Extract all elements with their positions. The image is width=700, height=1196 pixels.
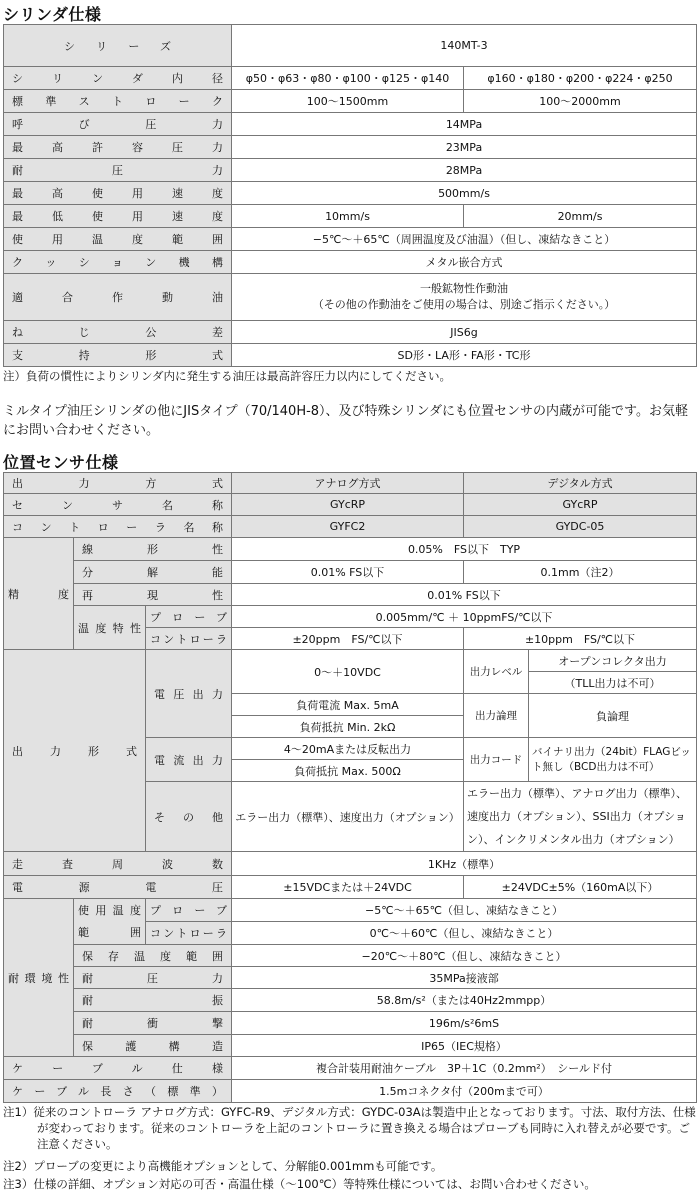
cell: 1KHz（標準） bbox=[232, 852, 697, 876]
table-row bbox=[4, 274, 697, 321]
table-row bbox=[4, 876, 697, 899]
row-label: 耐圧力 bbox=[4, 159, 232, 182]
row-label: 分解能 bbox=[74, 561, 232, 584]
table-row bbox=[4, 321, 697, 344]
row-label: 最低使用速度 bbox=[4, 205, 232, 228]
cell: 負論理 bbox=[529, 694, 697, 738]
cell: 0℃〜＋60℃（但し、凍結なきこと） bbox=[232, 922, 697, 945]
row-label: 電流出力 bbox=[146, 738, 232, 782]
row-label: 出力論理 bbox=[464, 694, 529, 738]
row-label: 最高許容圧力 bbox=[4, 136, 232, 159]
label-line: 範囲 bbox=[78, 925, 141, 939]
cell: 0〜＋10VDC bbox=[232, 650, 464, 694]
cell: バイナリ出力（24bit）FLAGビット無し（BCD出力は不可） bbox=[529, 738, 697, 782]
table-row bbox=[4, 90, 697, 113]
cell: エラー出力（標準）、速度出力（オプション） bbox=[232, 782, 464, 852]
cell: エラー出力（標準）、アナログ出力（標準）、速度出力（オプション）、SSI出力（オプション）、インクリメンタル出力（オプション） bbox=[464, 782, 697, 852]
series-label: シリーズ bbox=[4, 25, 232, 67]
table-row bbox=[4, 516, 697, 538]
cell: 負荷抵抗 Max. 500Ω bbox=[232, 760, 464, 782]
table-row bbox=[4, 650, 697, 672]
table-row bbox=[4, 899, 697, 922]
table-row bbox=[4, 205, 697, 228]
row-label: 最高使用速度 bbox=[4, 182, 232, 205]
table-row bbox=[4, 494, 697, 516]
cell: 10mm/s bbox=[232, 205, 464, 228]
cell: オープンコレクタ出力 bbox=[529, 650, 697, 672]
row-label: ねじ公差 bbox=[4, 321, 232, 344]
table-row bbox=[4, 251, 697, 274]
cell: メタル嵌合方式 bbox=[232, 251, 697, 274]
footnote: 注2）プローブの変更により高機能オプションとして、分解能0.001mmも可能です。 bbox=[3, 1159, 443, 1173]
table-row bbox=[4, 228, 697, 251]
row-label: シリンダ内径 bbox=[4, 67, 232, 90]
row-label: 温度特性 bbox=[74, 606, 146, 650]
table-row bbox=[4, 344, 697, 367]
row-label: 耐振 bbox=[74, 989, 232, 1012]
table-row bbox=[4, 182, 697, 205]
row-label: 保存温度範囲 bbox=[74, 945, 232, 967]
cell: −5℃〜＋65℃（周囲温度及び油温）（但し、凍結なきこと） bbox=[232, 228, 697, 251]
cylinder-note: 注）負荷の慣性によりシリンダ内に発生する油圧は最高許容圧力以内にしてください。 bbox=[3, 369, 452, 383]
row-label: 出力コード bbox=[464, 738, 529, 782]
row-label: 線形性 bbox=[74, 538, 232, 561]
table-row bbox=[4, 1035, 697, 1057]
cell: GYcRP bbox=[232, 494, 464, 516]
cell: 4〜20mAまたは反転出力 bbox=[232, 738, 464, 760]
row-label: コントローラ bbox=[146, 628, 232, 650]
row-label: 耐衝撃 bbox=[74, 1012, 232, 1035]
table-row bbox=[4, 967, 697, 989]
table-row bbox=[4, 1057, 697, 1080]
cell: ±10ppm FS/℃以下 bbox=[464, 628, 697, 650]
sensor-spec-table bbox=[3, 472, 697, 1103]
sensor-spec-title: 位置センサ仕様 bbox=[3, 453, 119, 472]
label-line: 使用温度 bbox=[78, 903, 141, 917]
cylinder-spec-table bbox=[3, 24, 697, 367]
table-row bbox=[4, 538, 697, 561]
cell-line: （その他の作動油をご使用の場合は、別途ご指示ください。） bbox=[312, 298, 616, 311]
row-label: プローブ bbox=[146, 899, 232, 922]
cell: ±24VDC±5%（160mA以下） bbox=[464, 876, 697, 899]
cylinder-spec-title: シリンダ仕様 bbox=[3, 5, 102, 24]
row-label: 出力方式 bbox=[4, 473, 232, 494]
table-row bbox=[4, 1080, 697, 1103]
row-label: 標準ストローク bbox=[4, 90, 232, 113]
cell: GYDC-05 bbox=[464, 516, 697, 538]
cell: SD形・LA形・FA形・TC形 bbox=[232, 344, 697, 367]
cell: φ50・φ63・φ80・φ100・φ125・φ140 bbox=[232, 67, 464, 90]
row-label: 保護構造 bbox=[74, 1035, 232, 1057]
row-label: 電源電圧 bbox=[4, 876, 232, 899]
row-label: ケーブル長さ（標準） bbox=[4, 1080, 232, 1103]
group-label: 精度 bbox=[4, 538, 74, 650]
cell: φ160・φ180・φ200・φ224・φ250 bbox=[464, 67, 697, 90]
cell: 100〜2000mm bbox=[464, 90, 697, 113]
cell: −5℃〜＋65℃（但し、凍結なきこと） bbox=[232, 899, 697, 922]
row-label: 走査周波数 bbox=[4, 852, 232, 876]
cell: 28MPa bbox=[232, 159, 697, 182]
row-label: コントローラ名称 bbox=[4, 516, 232, 538]
table-row bbox=[4, 1012, 697, 1035]
cell: 500mm/s bbox=[232, 182, 697, 205]
cell: 196m/s²6mS bbox=[232, 1012, 697, 1035]
table-row bbox=[4, 989, 697, 1012]
row-label: 支持形式 bbox=[4, 344, 232, 367]
cell: GYFC2 bbox=[232, 516, 464, 538]
table-row bbox=[4, 473, 697, 494]
cell: 負荷抵抗 Min. 2kΩ bbox=[232, 716, 464, 738]
cell bbox=[232, 274, 697, 321]
row-label: 出力レベル bbox=[464, 650, 529, 694]
row-label: 呼び圧力 bbox=[4, 113, 232, 136]
cell: 14MPa bbox=[232, 113, 697, 136]
cell: 複合計装用耐油ケーブル 3P＋1C（0.2mm²） シールド付 bbox=[232, 1057, 697, 1080]
cell: 1.5mコネクタ付（200mまで可） bbox=[232, 1080, 697, 1103]
cell: JIS6g bbox=[232, 321, 697, 344]
row-label: プローブ bbox=[146, 606, 232, 628]
table-row bbox=[4, 606, 697, 628]
footnote: 注1）従来のコントローラ アナログ方式：GYFC-R9、デジタル方式：GYDC-03Aは製造中止となっております。寸法、取付方法、仕様が変わっております。従来のコントローラを上記のコントローラに置き換える場合はプローブも同時に入れ替えが必要です。ご注意ください。 bbox=[3, 1105, 696, 1151]
table-row bbox=[4, 561, 697, 584]
table-row bbox=[4, 67, 697, 90]
row-label: 適合作動油 bbox=[4, 274, 232, 321]
cell: 20mm/s bbox=[464, 205, 697, 228]
row-label: 耐圧力 bbox=[74, 967, 232, 989]
row-label: ケーブル仕様 bbox=[4, 1057, 232, 1080]
table-row bbox=[4, 584, 697, 606]
cell: IP65（IEC規格） bbox=[232, 1035, 697, 1057]
footnotes bbox=[3, 1104, 696, 1192]
cell: 負荷電流 Max. 5mA bbox=[232, 694, 464, 716]
cell: 23MPa bbox=[232, 136, 697, 159]
table-row bbox=[4, 136, 697, 159]
cell: −20℃〜＋80℃（但し、凍結なきこと） bbox=[232, 945, 697, 967]
footnote: 注3）仕様の詳細、オプション対応の可否・高温仕様（〜100℃）等特殊仕様については、お問い合わせください。 bbox=[3, 1177, 596, 1191]
table-row bbox=[4, 852, 697, 876]
table-row bbox=[4, 945, 697, 967]
cell: 58.8m/s²（または40Hz2mmpp） bbox=[232, 989, 697, 1012]
cell: 0.05% FS以下 TYP bbox=[232, 538, 697, 561]
cell: アナログ方式 bbox=[232, 473, 464, 494]
cell-line: 一般鉱物性作動油 bbox=[420, 282, 508, 296]
cell: 0.005mm/℃ ＋ 10ppmFS/℃以下 bbox=[232, 606, 697, 628]
cell: 100〜1500mm bbox=[232, 90, 464, 113]
cell: 0.1mm（注2） bbox=[464, 561, 697, 584]
row-label: センサ名称 bbox=[4, 494, 232, 516]
group-label: 出力形式 bbox=[4, 650, 146, 852]
intro-paragraph: ミルタイプ油圧シリンダの他にJISタイプ（70/140H-8）、及び特殊シリンダにも位置センサの内蔵が可能です。お気軽にお問い合わせください。 bbox=[3, 404, 688, 438]
table-row bbox=[4, 159, 697, 182]
cell: GYcRP bbox=[464, 494, 697, 516]
row-label: 電圧出力 bbox=[146, 650, 232, 738]
row-label bbox=[74, 899, 146, 945]
row-label: クッション機構 bbox=[4, 251, 232, 274]
cell: （TLL出力は不可） bbox=[529, 672, 697, 694]
series-value: 140MT-3 bbox=[232, 25, 697, 67]
row-label: 使用温度範囲 bbox=[4, 228, 232, 251]
row-label: コントローラ bbox=[146, 922, 232, 945]
group-label: 耐環境性 bbox=[4, 899, 74, 1057]
table-row bbox=[4, 25, 697, 67]
row-label: その他 bbox=[146, 782, 232, 852]
cell: デジタル方式 bbox=[464, 473, 697, 494]
table-row bbox=[4, 113, 697, 136]
cell: 0.01% FS以下 bbox=[232, 584, 697, 606]
cell: ±20ppm FS/℃以下 bbox=[232, 628, 464, 650]
cell: 35MPa接液部 bbox=[232, 967, 697, 989]
cell: 0.01% FS以下 bbox=[232, 561, 464, 584]
cell: ±15VDCまたは＋24VDC bbox=[232, 876, 464, 899]
row-label: 再現性 bbox=[74, 584, 232, 606]
